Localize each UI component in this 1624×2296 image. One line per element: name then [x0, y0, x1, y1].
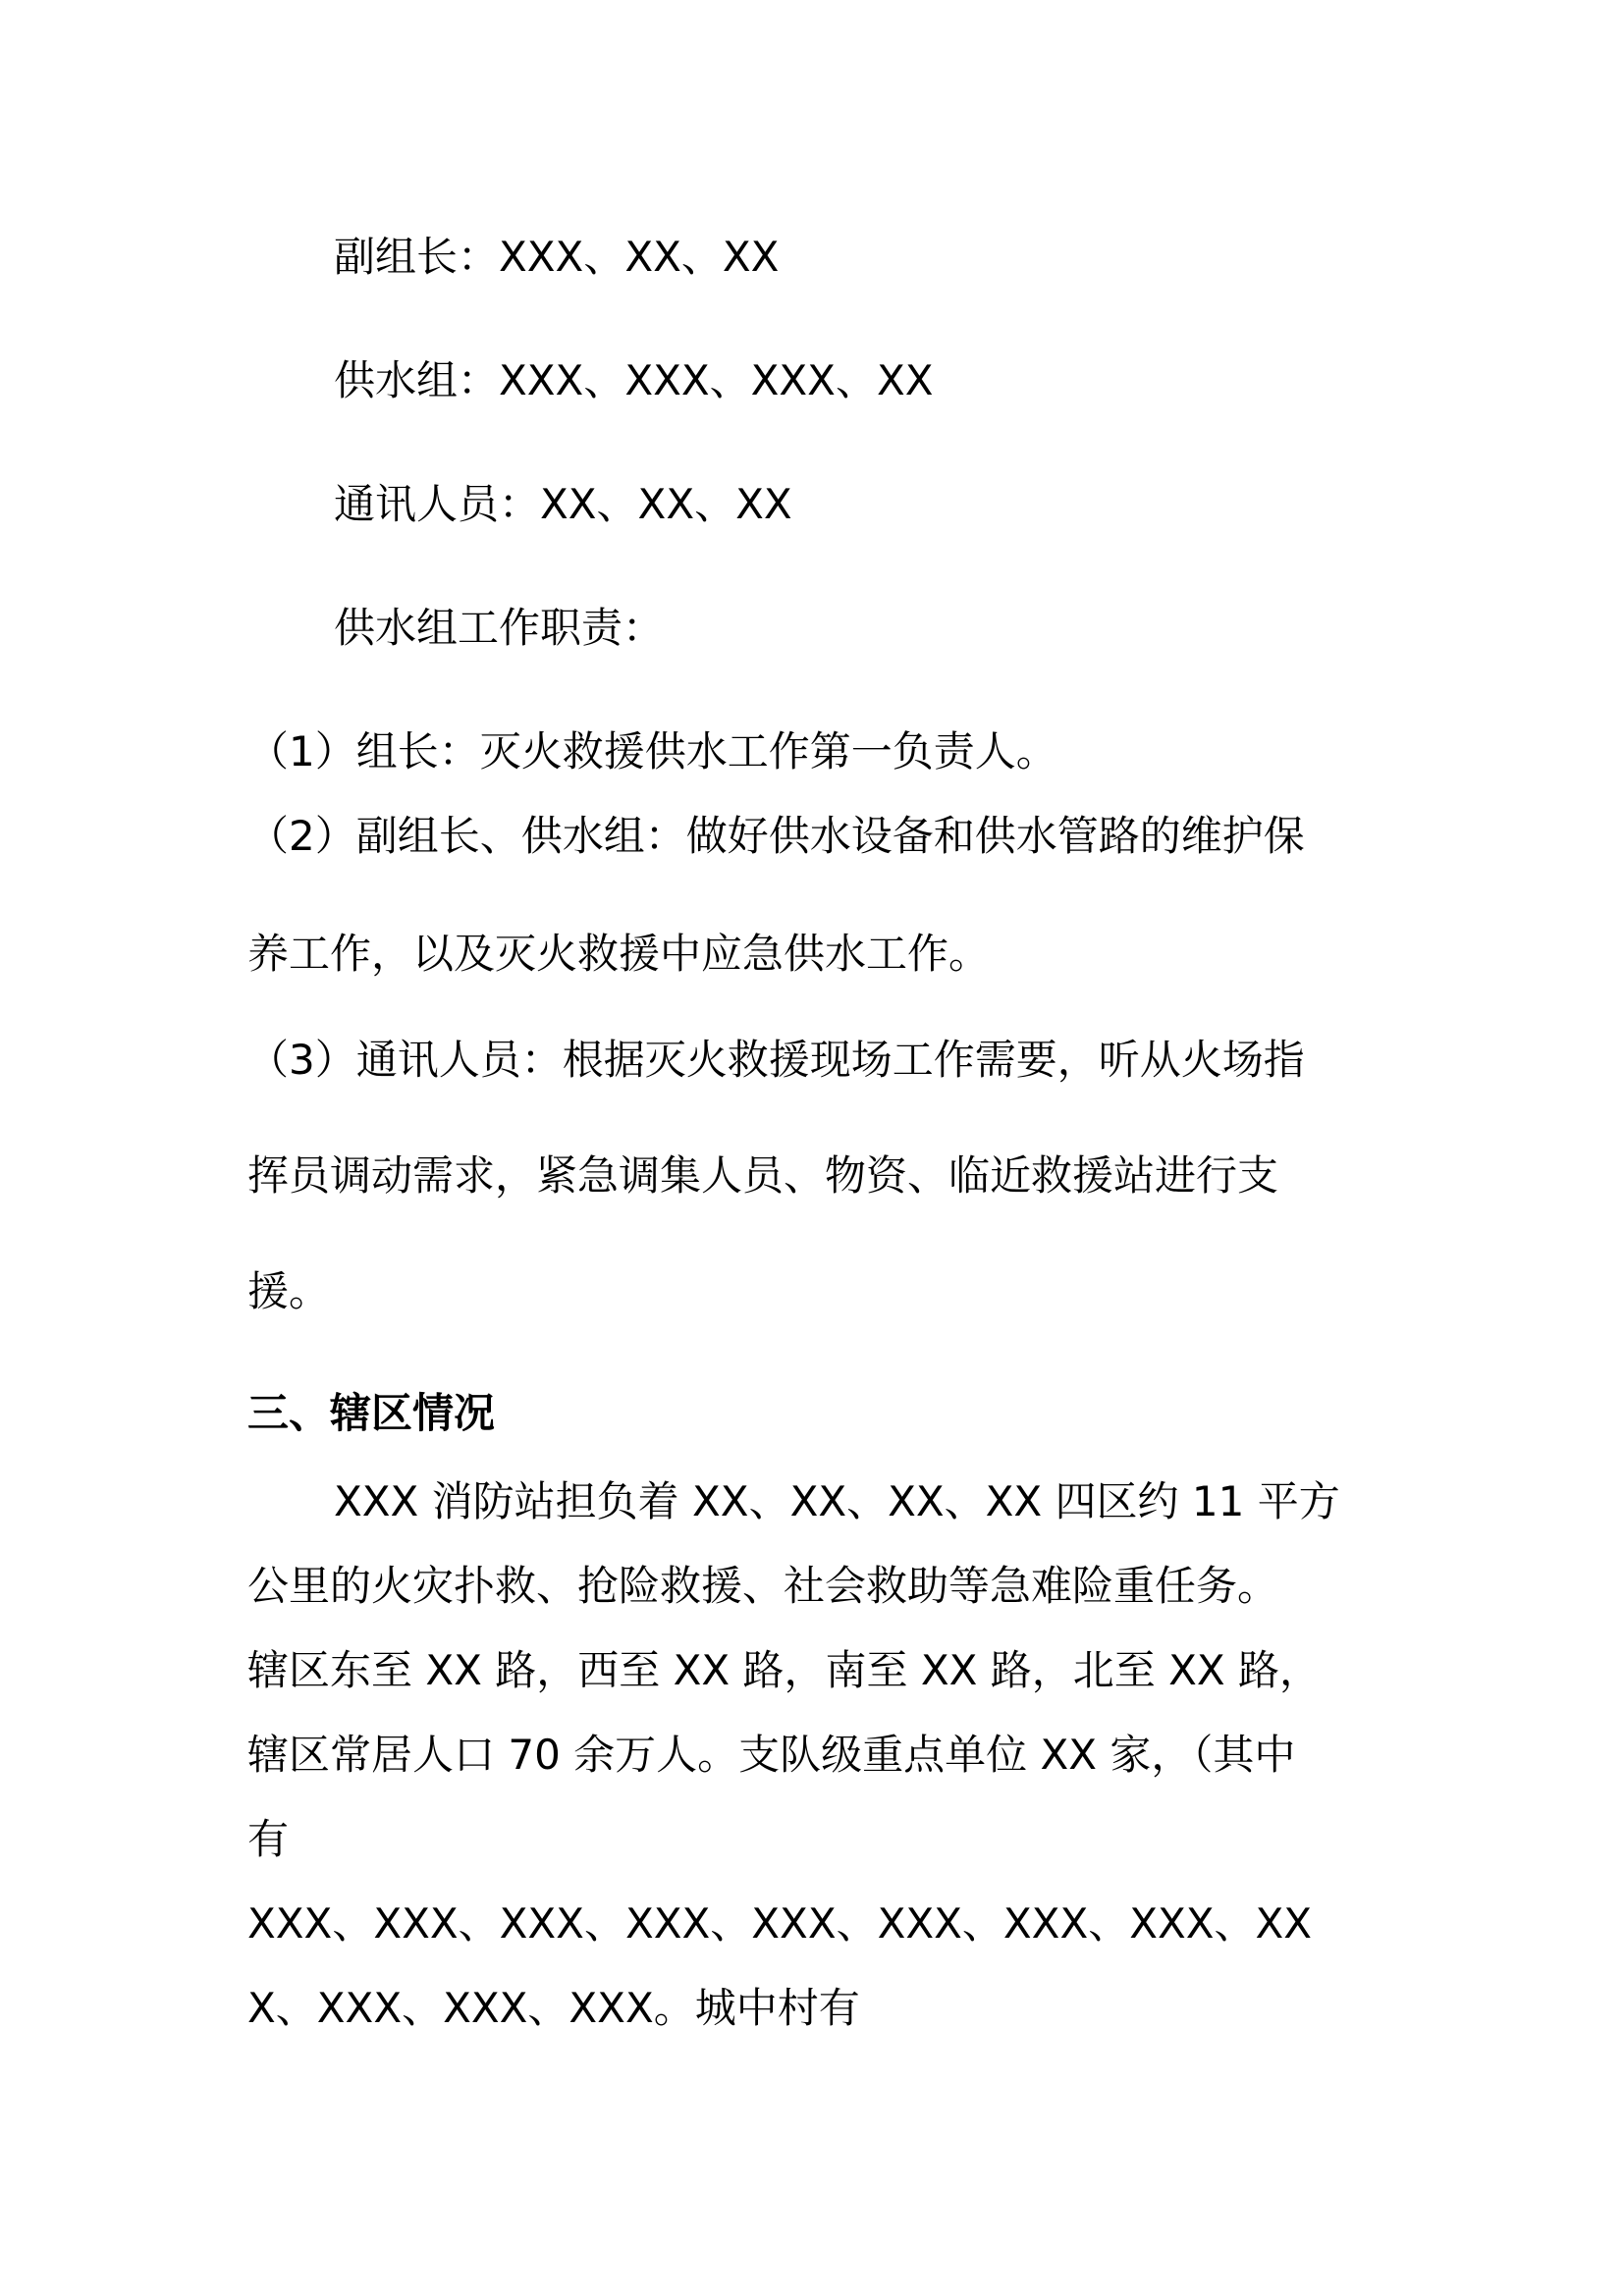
section-paragraph-line: X、XXX、XXX、XXX。城中村有: [247, 1984, 860, 2032]
communications-staff-line: 通讯人员：XX、XX、XX: [334, 480, 792, 528]
duty-item-2-cont: 养工作，以及灭火救援中应急供水工作。: [247, 930, 991, 978]
duty-item-1: （1）组长：灭火救援供水工作第一负责人。: [247, 727, 1057, 775]
water-supply-team-line: 供水组：XXX、XXX、XXX、XX: [334, 356, 934, 404]
duty-item-3-end: 援。: [247, 1267, 331, 1315]
duty-item-2: （2）副组长、供水组：做好供水设备和供水管路的维护保: [247, 812, 1305, 860]
duty-item-3-cont: 挥员调动需求，紧急调集人员、物资、临近救援站进行支: [247, 1151, 1279, 1200]
section-paragraph-line: 辖区东至 XX 路，西至 XX 路，南至 XX 路，北至 XX 路，: [247, 1646, 1321, 1694]
duties-title: 供水组工作职责：: [334, 604, 665, 652]
section-paragraph-line: 辖区常居人口 70 余万人。支队级重点单位 XX 家，（其中: [247, 1731, 1296, 1779]
section-paragraph-line: XXX 消防站担负着 XX、XX、XX、XX 四区约 11 平方: [334, 1477, 1340, 1525]
section-heading: 三、辖区情况: [247, 1389, 496, 1437]
section-paragraph-line: 有: [247, 1815, 290, 1863]
section-paragraph-line: XXX、XXX、XXX、XXX、XXX、XXX、XXX、XXX、XX: [247, 1899, 1313, 1948]
section-paragraph-line: 公里的火灾扑救、抢险救援、社会救助等急难险重任务。: [247, 1562, 1279, 1610]
duty-item-3: （3）通讯人员：根据灭火救援现场工作需要，听从火场指: [247, 1036, 1305, 1084]
deputy-leader-line: 副组长：XXX、XX、XX: [334, 233, 780, 281]
